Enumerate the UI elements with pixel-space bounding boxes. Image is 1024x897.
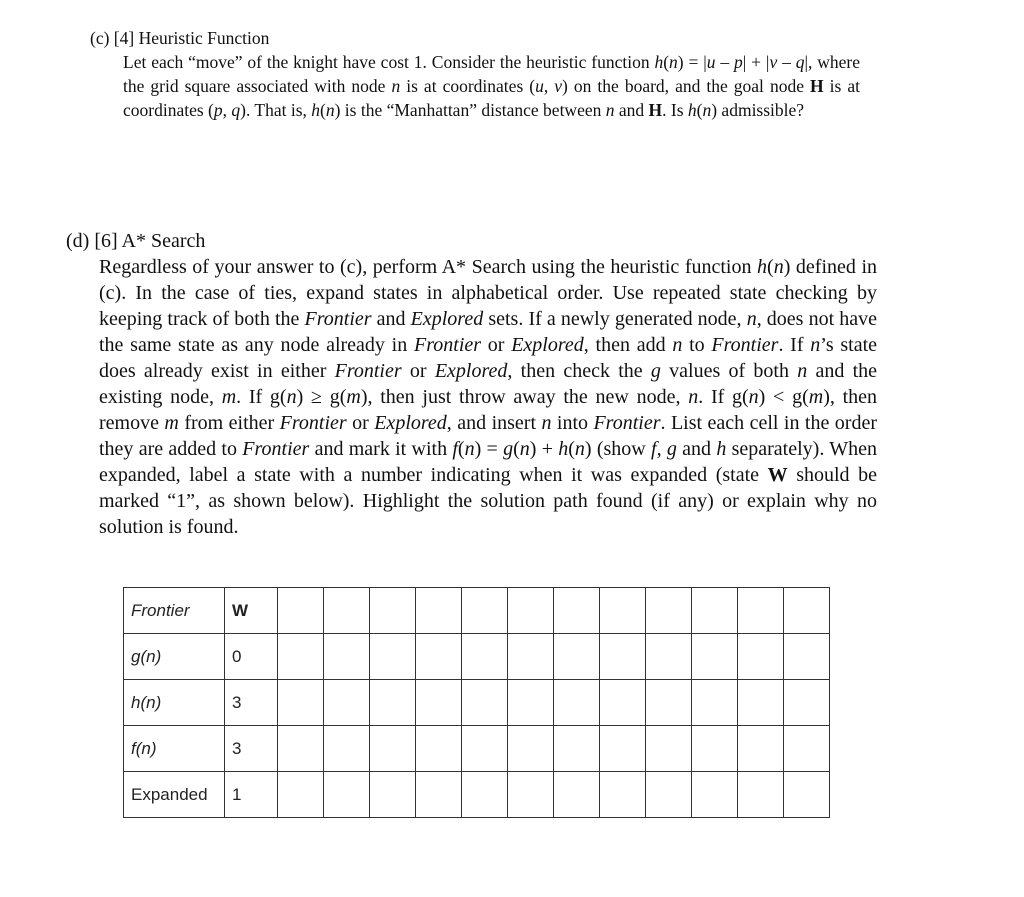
table-cell-empty[interactable] bbox=[646, 634, 692, 680]
table-cell-empty[interactable] bbox=[646, 726, 692, 772]
table-cell: 0 bbox=[225, 634, 278, 680]
table-cell-empty[interactable] bbox=[324, 680, 370, 726]
table-cell-empty[interactable] bbox=[278, 772, 324, 818]
frontier-table bbox=[123, 587, 830, 818]
table-cell-empty[interactable] bbox=[784, 726, 830, 772]
table-row bbox=[124, 726, 830, 772]
table-row bbox=[124, 772, 830, 818]
question-part-d bbox=[66, 228, 886, 540]
table-cell-empty[interactable] bbox=[278, 726, 324, 772]
table-cell-empty[interactable] bbox=[462, 634, 508, 680]
table-cell-empty[interactable] bbox=[508, 680, 554, 726]
table-cell-empty[interactable] bbox=[692, 680, 738, 726]
table-cell-empty[interactable] bbox=[600, 588, 646, 634]
table-cell-empty[interactable] bbox=[738, 634, 784, 680]
table-cell-empty[interactable] bbox=[370, 726, 416, 772]
part-d-heading: (d) [6] A* Search bbox=[66, 230, 206, 252]
table-cell-empty[interactable] bbox=[278, 634, 324, 680]
table-cell-empty[interactable] bbox=[738, 726, 784, 772]
table-cell-empty[interactable] bbox=[554, 680, 600, 726]
row-header: Frontier bbox=[124, 588, 225, 634]
table-cell-empty[interactable] bbox=[370, 588, 416, 634]
table-cell-empty[interactable] bbox=[508, 772, 554, 818]
table-cell-empty[interactable] bbox=[738, 772, 784, 818]
table-cell-empty[interactable] bbox=[324, 726, 370, 772]
table-cell-empty[interactable] bbox=[416, 588, 462, 634]
table-cell-empty[interactable] bbox=[646, 680, 692, 726]
row-header: f(n) bbox=[124, 726, 225, 772]
table-cell-empty[interactable] bbox=[784, 772, 830, 818]
table-cell-empty[interactable] bbox=[278, 588, 324, 634]
table-cell-empty[interactable] bbox=[738, 680, 784, 726]
row-header: h(n) bbox=[124, 680, 225, 726]
table-cell-empty[interactable] bbox=[370, 634, 416, 680]
table-cell-empty[interactable] bbox=[554, 634, 600, 680]
table-cell-empty[interactable] bbox=[646, 772, 692, 818]
table-row bbox=[124, 634, 830, 680]
table-cell-empty[interactable] bbox=[416, 726, 462, 772]
table-cell-empty[interactable] bbox=[738, 588, 784, 634]
table-cell-empty[interactable] bbox=[692, 726, 738, 772]
table-cell-empty[interactable] bbox=[646, 588, 692, 634]
table-cell-empty[interactable] bbox=[462, 726, 508, 772]
table-cell-empty[interactable] bbox=[508, 726, 554, 772]
table-cell-empty[interactable] bbox=[554, 588, 600, 634]
question-part-c bbox=[90, 26, 860, 122]
table-cell-empty[interactable] bbox=[324, 634, 370, 680]
part-c-heading: (c) [4] Heuristic Function bbox=[90, 28, 270, 48]
table-cell-empty[interactable] bbox=[416, 680, 462, 726]
table-cell-empty[interactable] bbox=[600, 680, 646, 726]
row-header: Expanded bbox=[124, 772, 225, 818]
table-cell-empty[interactable] bbox=[600, 772, 646, 818]
table-cell-empty[interactable] bbox=[508, 588, 554, 634]
table-cell-empty[interactable] bbox=[370, 772, 416, 818]
table-cell: W bbox=[225, 588, 278, 634]
part-d-body: Regardless of your answer to (c), perform A* Search using the heuristic function h(n) defined in (c). In the case of ties, expand states in alphabetical order. Use repeated state checking by keeping track of both the Frontier and Explored sets. If a newly generated node, n, does not have the same state as any node already in Frontier or Explored, then add n to Frontier. If n’s state does already exist in either Frontier or Explored, then check the g values of both n and the existing node, m. If g(n) ≥ g(m), then just throw away the new node, n. If g(n) < g(m), then remove m from either Frontier or Explored, and insert n into Frontier. List each cell in the order they are added to Frontier and mark it with f(n) = g(n) + h(n) (show f, g and h separately). When expanded, label a state with a number indicating when it was expanded (state W should be marked “1”, as shown below). Highlight the solution path found (if any) or explain why no solution is found. bbox=[99, 256, 878, 538]
table-row bbox=[124, 680, 830, 726]
table-cell-empty[interactable] bbox=[508, 634, 554, 680]
table-cell-empty[interactable] bbox=[324, 588, 370, 634]
table-row bbox=[124, 588, 830, 634]
table-cell-empty[interactable] bbox=[416, 634, 462, 680]
table-cell-empty[interactable] bbox=[784, 680, 830, 726]
table-cell-empty[interactable] bbox=[784, 634, 830, 680]
table-cell-empty[interactable] bbox=[692, 588, 738, 634]
table-cell-empty[interactable] bbox=[462, 680, 508, 726]
table-cell-empty[interactable] bbox=[324, 772, 370, 818]
table-cell-empty[interactable] bbox=[784, 588, 830, 634]
table-cell-empty[interactable] bbox=[554, 772, 600, 818]
table-cell-empty[interactable] bbox=[600, 634, 646, 680]
table-cell-empty[interactable] bbox=[554, 726, 600, 772]
table-cell: 1 bbox=[225, 772, 278, 818]
table-cell-empty[interactable] bbox=[462, 588, 508, 634]
part-c-body: Let each “move” of the knight have cost 1. Consider the heuristic function h(n) = |u – p| + |v – q|, where the grid square associated with node n is at coordinates (u, v) on the board, and the goal node H is at coordinates (p, q). That is, h(n) is the “Manhattan” distance between n and H. Is h(n) admissible? bbox=[123, 52, 861, 120]
table-cell-empty[interactable] bbox=[370, 680, 416, 726]
table-cell-empty[interactable] bbox=[416, 772, 462, 818]
table-cell-empty[interactable] bbox=[278, 680, 324, 726]
table-cell-empty[interactable] bbox=[692, 634, 738, 680]
table-cell: 3 bbox=[225, 680, 278, 726]
table-cell: 3 bbox=[225, 726, 278, 772]
table-cell-empty[interactable] bbox=[692, 772, 738, 818]
row-header: g(n) bbox=[124, 634, 225, 680]
table-cell-empty[interactable] bbox=[600, 726, 646, 772]
table-cell-empty[interactable] bbox=[462, 772, 508, 818]
